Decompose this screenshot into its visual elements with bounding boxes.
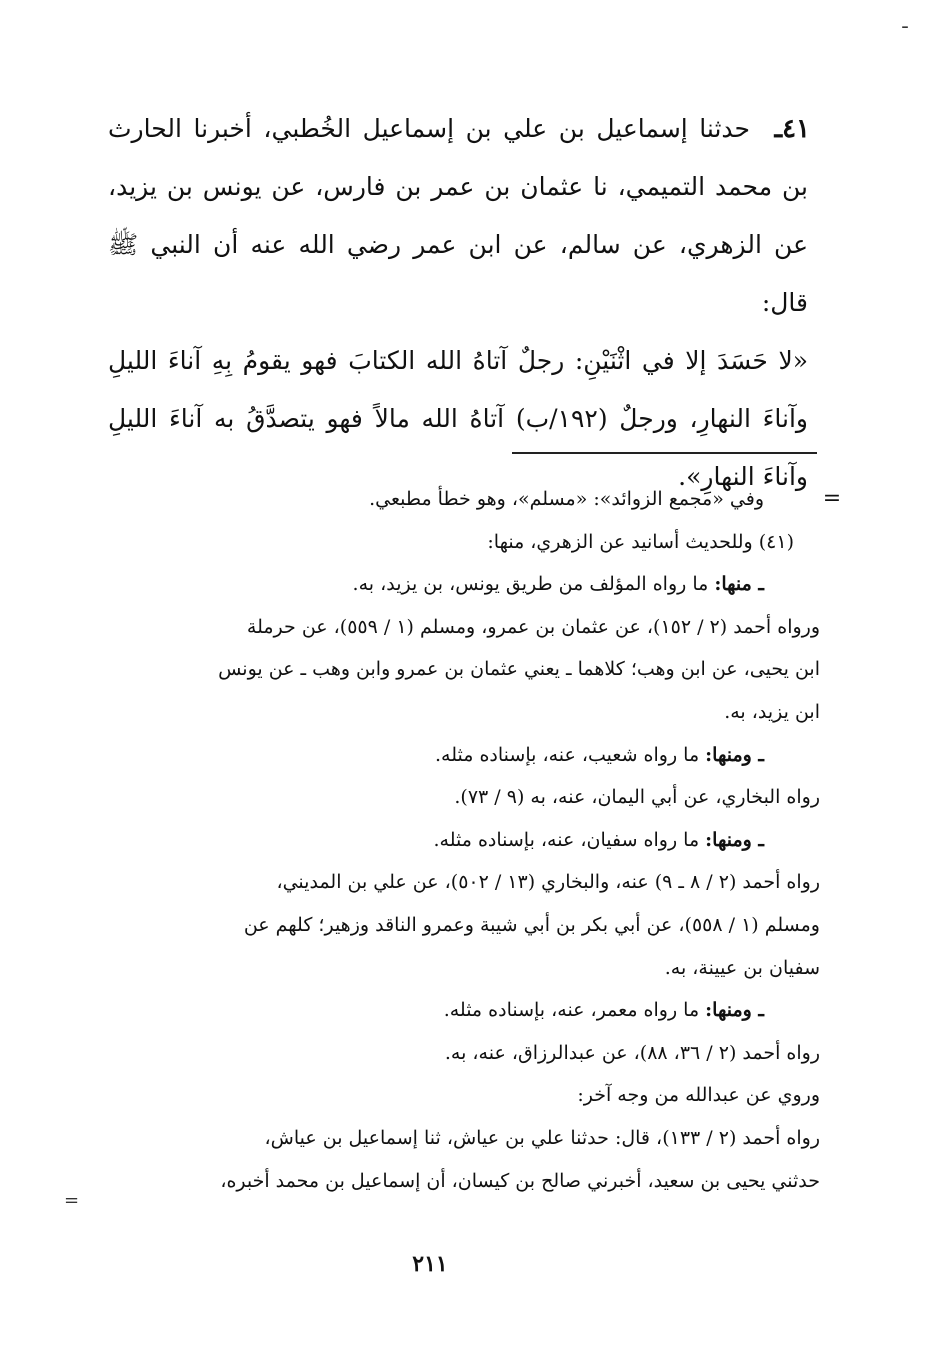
footnote-line: ابن يزيد، به. <box>724 700 820 723</box>
hadith-number: ٤١ـ <box>774 114 810 144</box>
footnote-line: ـ ومنها: ما رواه سفيان، عنه، بإسناده مثله. <box>433 828 764 851</box>
footnote-line: رواه أحمد (٢ / ٨ ـ ٩) عنه، والبخاري (١٣ / ٥٠٢)، عن علي بن المديني، <box>276 871 820 894</box>
footnote-separator <box>512 452 817 454</box>
hadith-text-block <box>108 100 808 506</box>
footnote-line: ـ ومنها: ما رواه معمر، عنه، بإسناده مثله. <box>443 999 764 1022</box>
footnote-line: رواه أحمد (٢ / ٣٦، ٨٨)، عن عبدالرزاق، عنه، به. <box>444 1041 820 1064</box>
footnote-line: (٤١) وللحديث أسانيد عن الزهري، منها: <box>487 530 794 553</box>
footnote-line: ومسلم (١ / ٥٥٨)، عن أبي بكر بن أبي شيبة وعمرو الناقد وزهير؛ كلهم عن <box>243 913 820 936</box>
footnote-line: ورواه أحمد (٢ / ١٥٢)، عن عثمان بن عمرو، ومسلم (١ / ٥٥٩)، عن حرملة <box>246 615 820 638</box>
footnote-line: ـ ومنها: ما رواه شعيب، عنه، بإسناده مثله. <box>435 743 764 766</box>
footnote-line: حدثني يحيى بن سعيد، أخبرني صالح بن كيسان، أن إسماعيل بن محمد أخبره، <box>220 1169 820 1192</box>
footnote-label: ـ منها: <box>714 573 764 596</box>
footnote-line: رواه البخاري، عن أبي اليمان، عنه، به (٩ / ٧٣). <box>454 786 820 809</box>
page-number: ٢١١ <box>412 1251 448 1277</box>
footnote-line: ابن يحيى، عن ابن وهب؛ كلاهما ـ يعني عثمان بن عمرو وابن وهب ـ عن يونس <box>218 658 820 681</box>
footnote-line: رواه أحمد (٢ / ١٣٣)، قال: حدثنا علي بن عياش، ثنا إسماعيل بن عياش، <box>264 1126 820 1149</box>
footnote-line: سفيان بن عيينة، به. <box>664 956 820 979</box>
hadith-matn: «لا حَسَدَ إلا في اثْنَيْنِ: رجلٌ آتاهُ الله الكتابَ فهو يقومُ بِهِ آناءَ الليلِ وآناءَ النهارِ، ورجلٌ (١٩٢/ب) آتاهُ الله مالاً فهو يتصدَّقُ به آناءَ الليلِ وآناءَ النهارِ». <box>108 346 808 491</box>
footnote-label: ـ ومنها: <box>705 999 764 1022</box>
footnote-line: وروي عن عبدالله من وجه آخر: <box>577 1084 820 1107</box>
footnote-label: ـ ومنها: <box>705 743 764 766</box>
footnote-line: ـ منها: ما رواه المؤلف من طريق يونس، بن يزيد، به. <box>352 573 764 596</box>
footnote-line: وفي «مجمع الزوائد»: «مسلم»، وهو خطأ مطبعي. <box>369 488 764 510</box>
hadith-isnad: حدثنا إسماعيل بن علي بن إسماعيل الخُطبي، أخبرنا الحارث بن محمد التميمي، نا عثمان بن عمر بن فارس، عن يونس بن يزيد، عن الزهري، عن سالم، عن ابن عمر رضي الله عنه أن النبي ﷺ قال: <box>108 114 808 317</box>
footnote-label: ـ ومنها: <box>705 828 764 851</box>
top-edge-mark: ـ <box>902 12 908 33</box>
footnote-next-mark: = <box>64 1190 80 1211</box>
footnotes-block <box>98 478 820 1202</box>
footnote-continuation-mark: = <box>822 486 842 511</box>
